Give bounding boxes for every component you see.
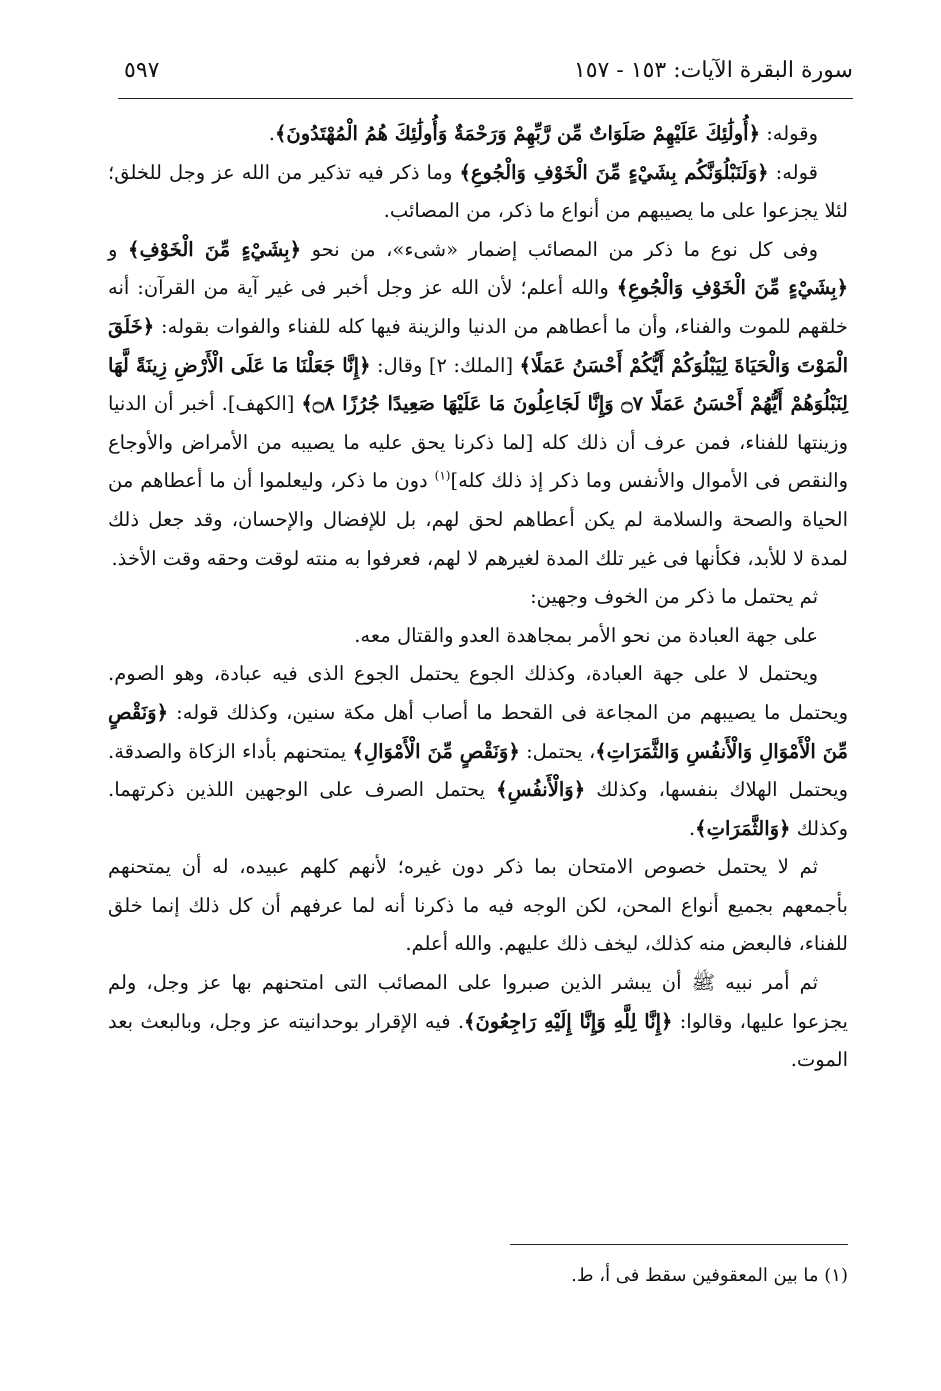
- text-segment: ثم أمر نبيه ﷺ أن يبشر الذين صبروا على المصائب التى امتحنهم بها عز وجل، ولم يجزعوا عليها، وقالوا:: [108, 971, 848, 1033]
- text-segment: على جهة العبادة من نحو الأمر بمجاهدة العدو والقتال معه.: [354, 623, 818, 647]
- text-segment: ، يحتمل:: [519, 739, 596, 763]
- quran-verse: ﴿أُولَٰئِكَ عَلَيْهِمْ صَلَوَاتٌ مِّن رَّبِّهِمْ وَرَحْمَةٌ وَأُولَٰئِكَ هُمُ الْمُهْتَدُونَ﴾: [274, 122, 761, 145]
- quran-verse: ﴿بِشَيْءٍ مِّنَ الْخَوْفِ وَالْجُوعِ﴾: [616, 276, 848, 300]
- quran-verse: ﴿خَلَقَ الْمَوْتَ وَالْحَيَاةَ لِيَبْلُوَكُمْ أَيُّكُمْ أَحْسَنُ عَمَلًا﴾: [108, 314, 848, 377]
- quran-verse: ﴿وَنَقْصٍ مِّنَ الْأَمْوَالِ وَالْأَنفُسِ وَالثَّمَرَاتِ﴾: [108, 700, 848, 763]
- text-segment: وما ذكر فيه تذكير من الله عز وجل للخلق؛ لئلا يجزعوا على ما يصيبهم من أنواع ما ذكر، من المصائب.: [108, 160, 848, 223]
- text-segment: والله أعلم؛ لأن الله عز وجل أخبر فى غير آية من القرآن: أنه خلقهم للموت والفناء، وأن ما أعطاهم من الدنيا والزينة فيها كله للفناء والفوات بقوله:: [108, 276, 848, 338]
- quran-verse: ﴿وَالْأَنفُسِ﴾: [496, 778, 586, 802]
- text-segment: وفى كل نوع ما ذكر من المصائب إضمار «شىء»، من نحو: [301, 237, 818, 261]
- text-segment: [الملك: ٢] وقال:: [370, 353, 520, 377]
- text-segment: يحتمل الصرف على الوجهين اللذين ذكرتهما. وكذلك: [108, 778, 848, 840]
- quran-verse: ﴿وَنَقْصٍ مِّنَ الْأَمْوَالِ﴾: [352, 739, 520, 763]
- paragraph: [108, 655, 848, 848]
- text-segment: [الكهف]. أخبر أن الدنيا وزينتها للفناء، فمن عرف أن ذلك كله [لما ذكرنا يحق عليه ما يصيبه من الأمراض والأوجاع والنقص فى الأموال والأنفس وما ذكر إذ ذلك كله]: [108, 392, 848, 493]
- text-segment: وقوله:: [760, 122, 818, 145]
- text-segment: يمتحنهم بأداء الزكاة والصدقة. ويحتمل الهلاك بنفسها، وكذلك: [108, 739, 848, 802]
- paragraph: [108, 115, 848, 154]
- paragraph: [108, 964, 848, 1080]
- text-segment: ويحتمل لا على جهة العبادة، وكذلك الجوع يحتمل الجوع الذى فيه عبادة، وهو الصوم. ويحتمل ما يصيبهم من المجاعة فى القحط ما أصاب أهل مكة سنين، وكذلك قوله:: [108, 662, 848, 724]
- text-segment: ثم لا يحتمل خصوص الامتحان بما ذكر دون غيره؛ لأنهم كلهم عبيده، له أن يمتحنهم بأجمعهم بجميع أنواع المحن، لكن الوجه فيه ما ذكرنا أنه لما عرفهم أن كل ذلك إنما خلق للفناء، فالبعض منه كذلك، ليخف ذلك عليهم. والله أعلم.: [108, 855, 848, 956]
- paragraph: [108, 578, 848, 617]
- text-segment: .: [688, 816, 696, 840]
- page-header: [118, 58, 853, 99]
- quran-verse: ﴿إِنَّا جَعَلْنَا مَا عَلَى الْأَرْضِ زِينَةً لَّهَا لِنَبْلُوَهُمْ أَيُّهُمْ أَحْسَنُ عَمَلًا ۝٧ وَإِنَّا لَجَاعِلُونَ مَا عَلَيْهَا صَعِيدًا جُرُزًا ۝٨﴾: [108, 353, 848, 416]
- quran-verse: ﴿إِنَّا لِلَّهِ وَإِنَّا إِلَيْهِ رَاجِعُونَ﴾: [464, 1009, 673, 1033]
- text-segment: دون ما ذكر، وليعلموا أن ما أعطاهم من الحياة والصحة والسلامة لم يكن أعطاهم لحق لهم، بل للإفضال والإحسان، وقد جعل ذلك لمدة لا للأبد، فكأنها فى غير تلك المدة لغيرهم لا لهم، فعرفوا به منته لوقت وحقه وقت الأخذ.: [108, 469, 848, 570]
- quran-verse: ﴿بِشَيْءٍ مِّنَ الْخَوْفِ﴾: [128, 237, 301, 261]
- footnote-marker: (١): [434, 468, 451, 483]
- text-segment: .: [268, 122, 275, 145]
- page-number: ٥٩٧: [124, 58, 160, 83]
- footnote: (١) ما بين المعقوفين سقط فى أ، ط.: [571, 1265, 848, 1286]
- text-segment: قوله:: [768, 160, 819, 184]
- paragraph: [108, 154, 848, 231]
- quran-verse: ﴿وَلَنَبْلُوَنَّكُم بِشَيْءٍ مِّنَ الْخَوْفِ وَالْجُوعِ﴾: [459, 160, 769, 184]
- text-segment: و: [108, 237, 129, 261]
- quran-verse: ﴿وَالثَّمَرَاتِ﴾: [695, 816, 791, 840]
- paragraph: [108, 231, 848, 578]
- text-segment: . فيه الإقرار بوحدانيته عز وجل، وبالبعث بعد الموت.: [108, 1009, 848, 1072]
- paragraph: [108, 848, 848, 964]
- footnote-divider: [510, 1244, 848, 1245]
- main-text: [108, 115, 848, 1080]
- running-head: سورة البقرة الآيات: ١٥٣ - ١٥٧: [573, 58, 853, 83]
- text-segment: ثم يحتمل ما ذكر من الخوف وجهين:: [530, 585, 818, 609]
- paragraph: [108, 617, 848, 656]
